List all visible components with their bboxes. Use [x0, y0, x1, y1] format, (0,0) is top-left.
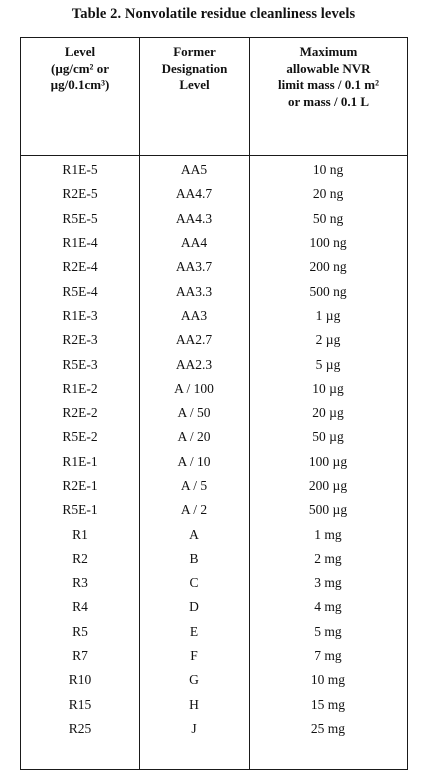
table-row	[21, 547, 407, 571]
header-former-line: Designation	[161, 60, 228, 76]
cell-max-limit: 25 mg	[310, 720, 346, 736]
cell-former-designation: AA2.7	[175, 332, 213, 348]
table-row	[21, 474, 407, 498]
cell-former-designation: AA5	[180, 162, 208, 178]
cell-level: R1E-3	[62, 307, 98, 323]
cell-former-designation: E	[189, 623, 199, 639]
table-title: Table 2. Nonvolatile residue cleanliness levels	[71, 6, 356, 22]
cell-max-limit: 4 mg	[314, 599, 342, 615]
header-level-line: Level	[64, 44, 96, 59]
cell-former-designation: G	[189, 672, 199, 688]
cell-max-limit: 5 mg	[314, 623, 342, 639]
cell-level: R1E-4	[62, 235, 98, 251]
header-maximum-line: or mass / 0.1 L	[287, 93, 369, 109]
cell-level: R5E-4	[62, 283, 98, 299]
cell-max-limit: 5 µg	[315, 356, 341, 372]
table-row	[21, 182, 407, 206]
header-maximum-line: limit mass / 0.1 m²	[277, 77, 380, 92]
header-former-line: Level	[179, 77, 210, 92]
cell-level: R3	[72, 575, 88, 591]
header-maximum-line: Maximum	[299, 44, 358, 59]
cell-level: R5E-2	[62, 429, 98, 445]
cell-former-designation: AA2.3	[175, 356, 213, 372]
table-row	[21, 498, 407, 522]
cell-former-designation: A / 10	[177, 453, 211, 469]
cell-former-designation: B	[189, 550, 199, 566]
cell-level: R25	[68, 720, 92, 736]
table-row	[21, 158, 407, 182]
table-row	[21, 595, 407, 619]
table-row	[21, 522, 407, 546]
cell-level: R2E-3	[62, 332, 98, 348]
cell-level: R2E-4	[62, 259, 98, 275]
cell-max-limit: 1 mg	[314, 526, 342, 542]
table-row	[21, 717, 407, 741]
cell-max-limit: 200 µg	[308, 478, 348, 493]
header-level	[21, 44, 139, 94]
cell-max-limit: 7 mg	[314, 648, 342, 664]
cell-max-limit: 50 µg	[312, 429, 344, 445]
cell-max-limit: 20 µg	[312, 405, 344, 421]
header-former-line: Former	[173, 44, 216, 59]
header-level-line: (µg/cm² or	[51, 60, 109, 76]
cell-max-limit: 500 ng	[309, 283, 347, 299]
cell-level: R15	[68, 696, 92, 712]
table-row	[21, 571, 407, 595]
cell-former-designation: A / 20	[177, 429, 211, 445]
cell-former-designation: AA4.7	[175, 186, 213, 202]
cell-former-designation: A / 2	[180, 502, 208, 518]
table-row	[21, 231, 407, 255]
cell-level: R5E-5	[62, 210, 98, 226]
cell-level: R4	[72, 599, 88, 615]
cell-level: R5	[72, 623, 88, 639]
table-row	[21, 425, 407, 449]
cell-former-designation: A	[189, 526, 199, 542]
header-level-line: µg/0.1cm³)	[50, 77, 110, 92]
cell-max-limit: 500 µg	[308, 502, 348, 518]
table-row	[21, 401, 407, 425]
cell-max-limit: 10 ng	[312, 162, 344, 178]
cell-level: R1	[72, 526, 88, 542]
cell-max-limit: 100 µg	[308, 453, 348, 469]
table-row	[21, 620, 407, 644]
cell-former-designation: C	[189, 575, 199, 591]
table-row	[21, 377, 407, 401]
cell-former-designation: AA3.7	[175, 259, 213, 275]
cell-level: R2E-2	[62, 405, 98, 421]
table-body	[21, 158, 407, 741]
table-row	[21, 693, 407, 717]
cell-former-designation: AA4	[180, 235, 208, 251]
cell-max-limit: 100 ng	[309, 235, 347, 251]
cell-former-designation: AA3.3	[175, 283, 213, 299]
table-row	[21, 644, 407, 668]
header-divider	[21, 155, 407, 156]
cell-former-designation: D	[189, 599, 199, 615]
cell-level: R5E-3	[62, 356, 98, 372]
table-row	[21, 450, 407, 474]
cell-max-limit: 10 µg	[312, 380, 344, 396]
cell-level: R2	[72, 550, 88, 566]
table-row	[21, 279, 407, 303]
cell-level: R10	[68, 672, 92, 688]
cell-max-limit: 20 ng	[312, 186, 344, 202]
cell-level: R1E-1	[62, 453, 98, 469]
header-former-designation	[140, 44, 249, 94]
cell-level: R1E-2	[62, 380, 98, 396]
table-row	[21, 207, 407, 231]
cell-former-designation: A / 5	[180, 478, 208, 493]
cell-max-limit: 200 ng	[309, 259, 347, 275]
cell-former-designation: AA4.3	[175, 210, 213, 226]
cell-former-designation: A / 100	[174, 380, 214, 396]
cell-level: R2E-1	[62, 478, 98, 493]
cell-max-limit: 15 mg	[310, 696, 346, 712]
cell-level: R7	[72, 648, 88, 664]
cell-former-designation: H	[189, 696, 199, 712]
table-row	[21, 304, 407, 328]
cell-level: R2E-5	[62, 186, 98, 202]
cell-level: R5E-1	[62, 502, 98, 518]
cell-level: R1E-5	[62, 162, 98, 178]
cell-former-designation: AA3	[180, 307, 208, 323]
nvr-table	[20, 37, 408, 770]
cell-max-limit: 10 mg	[310, 672, 346, 688]
cell-former-designation: F	[190, 648, 198, 664]
header-maximum-nvr	[250, 44, 407, 110]
cell-former-designation: J	[191, 720, 197, 736]
cell-max-limit: 2 mg	[314, 550, 342, 566]
table-row	[21, 328, 407, 352]
table-row	[21, 668, 407, 692]
table-row	[21, 255, 407, 279]
cell-max-limit: 1 µg	[315, 307, 341, 323]
cell-max-limit: 50 ng	[312, 210, 344, 226]
table-row	[21, 352, 407, 376]
cell-max-limit: 2 µg	[315, 332, 341, 348]
cell-former-designation: A / 50	[177, 405, 211, 421]
cell-max-limit: 3 mg	[314, 575, 342, 591]
header-maximum-line: allowable NVR	[286, 60, 371, 76]
